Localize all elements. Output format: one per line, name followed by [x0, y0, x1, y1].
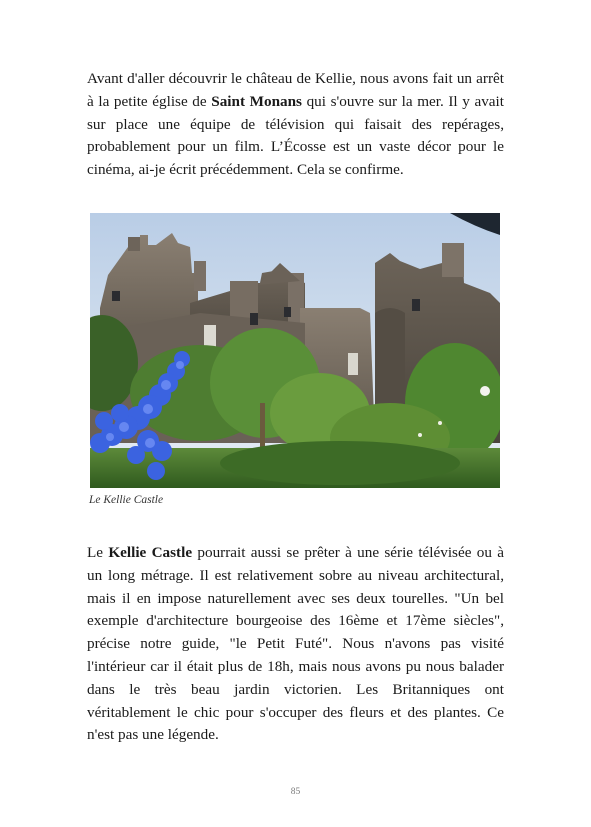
- castle-photo-illustration: [90, 213, 500, 488]
- paragraph-text: Le: [87, 544, 109, 561]
- figure-caption: Le Kellie Castle: [89, 494, 164, 506]
- page-number: 85: [290, 787, 301, 797]
- paragraph-saint-monans: [87, 68, 504, 182]
- bold-place-name: Kellie Castle: [108, 544, 193, 561]
- bold-place-name: Saint Monans: [211, 92, 302, 110]
- paragraph-kellie-castle: [87, 542, 504, 747]
- paragraph-text: pourrait aussi se prêter à une série télévisée ou à un long métrage. Il est relativement sobre au niveau architectural, mais il en impose naturellement avec ses deux tourelles. "Un bel exemple d'architecture bourgeoise des 16ème et 17ème siècles", précise notre guide, "le Petit Futé". Nous n'avons pas visité l'intérieur car il était plus de 18h, mais nous avons pu nous balader dans le très beau jardin victorien. Les Britanniques ont véritablement le chic pour s'occuper des fleurs et des plantes. Ce n'est pas une légende.: [87, 544, 504, 744]
- castle-photo: [90, 213, 500, 488]
- paragraph-text: Avant d'aller découvrir le château de Kellie, nous avons fait un arrêt à la petite église de: [87, 70, 504, 110]
- paragraph-text: qui s'ouvre sur la mer. Il y avait sur place une équipe de télévision qui faisait des repérages, probablement pour un film. L’Écosse est un vaste décor pour le cinéma, ai-je écrit précédemment. Cela se confirme.: [87, 92, 504, 179]
